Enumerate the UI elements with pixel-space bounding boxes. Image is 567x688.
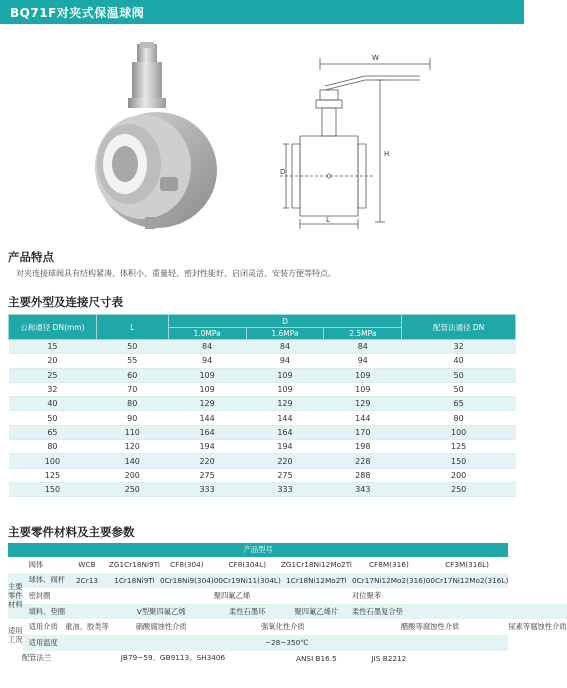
flange-0: JB79−59、GB9113、SH3406 xyxy=(65,651,281,667)
table-cell: 65 xyxy=(9,425,97,439)
table-cell: 144 xyxy=(324,411,402,425)
table-cell: 80 xyxy=(96,397,168,411)
table-cell: 333 xyxy=(168,482,246,496)
table-row xyxy=(9,382,516,396)
ball-label: 球体、阀杆 xyxy=(23,573,65,589)
table-cell: 200 xyxy=(402,468,516,482)
table-cell: 15 xyxy=(9,340,97,354)
materials-table xyxy=(8,543,567,666)
table-cell: 125 xyxy=(9,468,97,482)
dimensions-body xyxy=(9,340,516,497)
table-cell: 110 xyxy=(96,425,168,439)
table-row xyxy=(9,454,516,468)
table-cell: 144 xyxy=(168,411,246,425)
body-label: 阀体 xyxy=(28,559,44,569)
col-dn: 公称通径 DN(mm) xyxy=(9,315,97,340)
table-cell: 100 xyxy=(9,454,97,468)
table-cell: 144 xyxy=(246,411,324,425)
packing-3: 柔性石墨复合垫 xyxy=(352,604,508,620)
table-row xyxy=(9,411,516,425)
table-cell: 129 xyxy=(168,397,246,411)
ball-5: 0Cr17Ni12Mo2(316) xyxy=(352,573,426,589)
seal-b: 对位聚苯 xyxy=(351,590,382,600)
col-p3: 2.5MPa xyxy=(324,328,402,340)
table-cell: 275 xyxy=(246,468,324,482)
table-cell: 250 xyxy=(96,482,168,496)
medium-label: 适用介质 xyxy=(28,622,58,632)
table-cell: 194 xyxy=(168,440,246,454)
packing-0: V型聚四氟乙烯 xyxy=(109,604,214,620)
dimension-drawing xyxy=(280,46,440,231)
table-cell: 164 xyxy=(168,425,246,439)
table-cell: 84 xyxy=(246,340,324,354)
ball-1: 1Cr18Ni9Ti xyxy=(109,573,160,589)
dimensions-table xyxy=(8,314,516,497)
table-cell: 84 xyxy=(324,340,402,354)
medium-3: 醋酸等腐蚀性介质 xyxy=(400,622,460,632)
table-cell: 120 xyxy=(96,440,168,454)
table-cell: 194 xyxy=(246,440,324,454)
table-cell: 150 xyxy=(9,482,97,496)
table-cell: 220 xyxy=(168,454,246,468)
table-cell: 198 xyxy=(324,440,402,454)
table-cell: 65 xyxy=(402,397,516,411)
dim-label-w: W xyxy=(372,54,379,62)
header-bar xyxy=(0,0,524,24)
body-5: CF8M(316) xyxy=(368,560,409,570)
table-cell: 100 xyxy=(402,425,516,439)
col-d: D xyxy=(168,315,402,328)
table-cell: 94 xyxy=(246,354,324,368)
table-cell: 25 xyxy=(9,368,97,382)
dimensions-title: 主要外型及连接尺寸表 xyxy=(8,295,123,309)
ball-0: 2Cr13 xyxy=(65,573,109,589)
features-text: 对夹连接球阀具有结构紧凑、体积小、重量轻、密封性能好、启闭灵活、安装方便等特点。 xyxy=(16,269,336,278)
dim-label-h: H xyxy=(384,150,390,158)
table-cell: 50 xyxy=(9,411,97,425)
table-row xyxy=(9,340,516,354)
body-3: CF8(304L) xyxy=(228,560,267,570)
table-cell: 109 xyxy=(168,382,246,396)
dim-label-d: D xyxy=(280,168,286,176)
packing-2: 聚四氟乙烯片 xyxy=(281,604,352,620)
table-cell: 109 xyxy=(324,382,402,396)
flange-label: 配管法兰 xyxy=(8,651,65,667)
table-cell: 20 xyxy=(9,354,97,368)
table-cell: 94 xyxy=(324,354,402,368)
table-cell: 32 xyxy=(9,382,97,396)
table-row xyxy=(9,368,516,382)
table-cell: 228 xyxy=(324,454,402,468)
table-cell: 60 xyxy=(96,368,168,382)
col-p2: 1.6MPa xyxy=(246,328,324,340)
col-p1: 1.0MPa xyxy=(168,328,246,340)
temp-value: −28~350℃ xyxy=(65,635,508,651)
table-cell: 94 xyxy=(168,354,246,368)
table-cell: 333 xyxy=(246,482,324,496)
table-cell: 109 xyxy=(168,368,246,382)
table-cell: 129 xyxy=(246,397,324,411)
table-cell: 250 xyxy=(402,482,516,496)
packing-label: 填料、垫圈 xyxy=(23,604,65,620)
table-row xyxy=(9,397,516,411)
table-cell: 288 xyxy=(324,468,402,482)
table-cell: 140 xyxy=(96,454,168,468)
table-row xyxy=(9,468,516,482)
medium-1: 硝酸腐蚀性介质 xyxy=(135,622,187,632)
ball-4: 1Cr18Ni12Mo2Ti xyxy=(281,573,352,589)
medium-0: 重油、胶类等 xyxy=(65,622,109,632)
features-title: 产品特点 xyxy=(8,250,54,264)
body-1: ZG1Cr18Ni9Ti xyxy=(108,560,160,570)
table-cell: 50 xyxy=(96,340,168,354)
temp-label: 适用温度 xyxy=(23,635,65,651)
group-conditions: 适用 工况 xyxy=(8,619,23,650)
body-4: ZG1Cr18Ni12Mo2Ti xyxy=(280,560,352,570)
table-cell: 84 xyxy=(168,340,246,354)
table-cell: 80 xyxy=(402,411,516,425)
flange-1: ANSI B16.5 xyxy=(281,651,352,667)
ball-3: 00Cr19Ni11(304L) xyxy=(214,573,281,589)
seal-a: 聚四氟乙烯 xyxy=(213,590,251,600)
table-cell: 109 xyxy=(246,368,324,382)
table-cell: 109 xyxy=(246,382,324,396)
body-0: WCB xyxy=(78,560,96,570)
ball-6: 00Cr17Ni12Mo2(316L) xyxy=(426,573,509,589)
table-cell: 90 xyxy=(96,411,168,425)
table-cell: 125 xyxy=(402,440,516,454)
table-cell: 55 xyxy=(96,354,168,368)
table-cell: 164 xyxy=(246,425,324,439)
valve-photo xyxy=(85,42,230,232)
col-flange: 配管法通径 DN xyxy=(402,315,516,340)
table-row xyxy=(9,440,516,454)
body-2: CF8(304) xyxy=(170,560,204,570)
table-cell: 129 xyxy=(324,397,402,411)
medium-2: 强氧化性介质 xyxy=(260,622,305,632)
col-l: L xyxy=(96,315,168,340)
table-cell: 40 xyxy=(9,397,97,411)
table-row xyxy=(9,354,516,368)
table-row xyxy=(9,425,516,439)
model-header: 产品型号 xyxy=(8,543,508,557)
table-cell: 40 xyxy=(402,354,516,368)
flange-2: JIS B2212 xyxy=(352,651,426,667)
packing-1: 柔性石墨环 xyxy=(214,604,281,620)
table-cell: 70 xyxy=(96,382,168,396)
body-6: CF3M(316L) xyxy=(445,560,489,570)
table-cell: 275 xyxy=(168,468,246,482)
page-title: BQ71F对夹式保温球阀 xyxy=(10,6,145,20)
group-parts: 主要 零件 材料 xyxy=(8,573,23,620)
materials-title: 主要零件材料及主要参数 xyxy=(8,525,135,539)
table-cell: 220 xyxy=(246,454,324,468)
table-cell: 200 xyxy=(96,468,168,482)
table-cell: 109 xyxy=(324,368,402,382)
table-cell: 150 xyxy=(402,454,516,468)
seal-label: 密封圈 xyxy=(28,590,51,600)
table-cell: 170 xyxy=(324,425,402,439)
table-row xyxy=(9,482,516,496)
table-cell: 50 xyxy=(402,382,516,396)
table-cell: 32 xyxy=(402,340,516,354)
table-cell: 343 xyxy=(324,482,402,496)
table-cell: 80 xyxy=(9,440,97,454)
medium-4: 尿素等腐蚀性介质 xyxy=(508,622,567,632)
dim-label-l: L xyxy=(326,216,330,224)
table-cell: 50 xyxy=(402,368,516,382)
ball-2: 0Cr18Ni9(304) xyxy=(160,573,214,589)
